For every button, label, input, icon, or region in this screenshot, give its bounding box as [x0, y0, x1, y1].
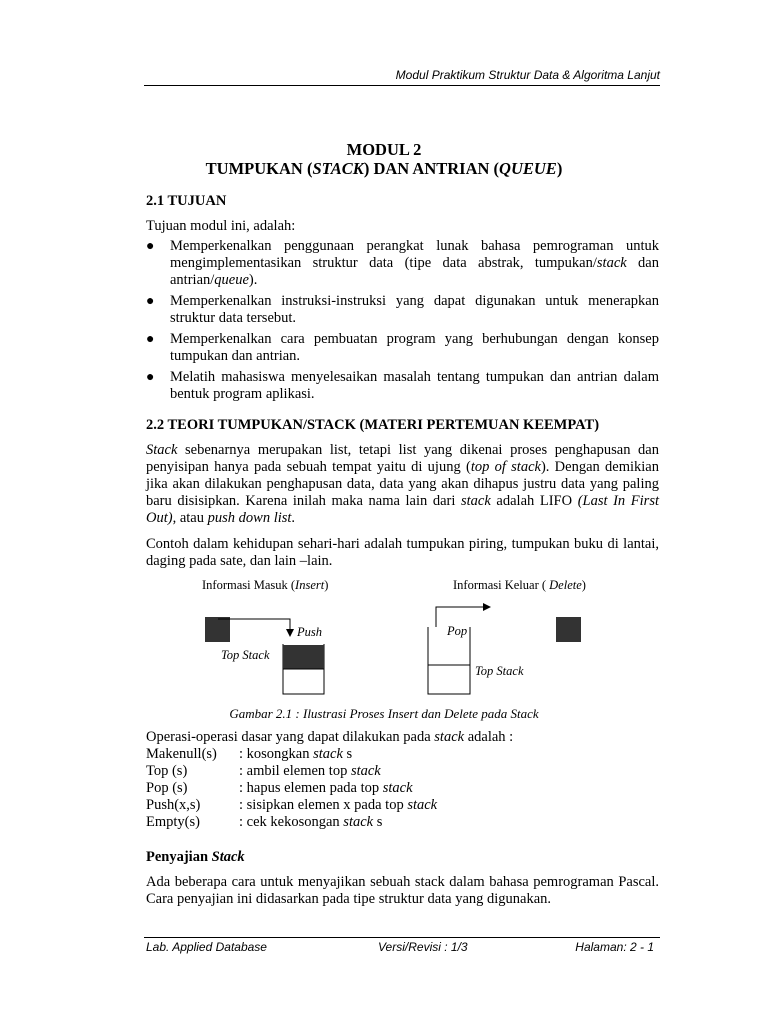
text-run: adalah LIFO	[490, 493, 578, 509]
delete-diagram-title	[453, 578, 586, 592]
penyajian-paragraph: Ada beberapa cara untuk menyajikan sebuah stack dalam bahasa pemrograman Pascal. Cara penyajian ini didasarkan pada tipe struktur data yang digunakan.	[146, 874, 659, 907]
text-run: s	[342, 746, 353, 762]
text-run: stack	[461, 493, 491, 509]
operation-row	[146, 763, 187, 780]
operation-row	[146, 814, 200, 831]
title-part: TUMPUKAN (	[205, 159, 313, 178]
bullet-text: Memperkenalkan cara pembuatan program yang berhubungan dengan konsep tumpukan dan antrian.	[170, 331, 659, 364]
text-run: dan antrian/	[170, 255, 659, 288]
teori-paragraph-2: Contoh dalam kehidupan sehari-hari adalah tumpukan piring, tumpukan buku di lantai, daging pada sate, dan lain –lain.	[146, 536, 659, 569]
text-run: ).	[248, 272, 258, 288]
footer-page-number: Halaman: 2 - 1	[575, 940, 654, 954]
text-run: queue	[214, 272, 249, 288]
operation-name: Makenull(s)	[146, 746, 217, 762]
text-run: Stack	[211, 849, 245, 865]
title-part: STACK	[312, 159, 364, 178]
push-label: Push	[297, 625, 322, 639]
teori-paragraph-1	[146, 442, 659, 527]
text-run: Operasi-operasi dasar yang dapat dilakukan pada	[146, 729, 435, 745]
bullet-icon: ●	[146, 332, 155, 347]
text-run: stack	[350, 763, 381, 779]
text-run: stack	[382, 780, 413, 796]
text-run: stack	[407, 797, 438, 813]
operation-row	[146, 797, 200, 814]
footer-version: Versi/Revisi : 1/3	[378, 940, 468, 954]
operation-desc	[239, 797, 437, 814]
running-header: Modul Praktikum Struktur Data & Algoritma Lanjut	[395, 68, 660, 82]
bullet-item	[146, 369, 659, 403]
section-heading-teori: 2.2 TEORI TUMPUKAN/STACK (MATERI PERTEMUAN KEEMPAT)	[146, 417, 600, 433]
text-run: stack	[596, 255, 627, 271]
operation-desc	[239, 746, 352, 763]
text-run: push down list	[207, 510, 292, 526]
text-run: stack	[343, 814, 374, 830]
bullet-item	[146, 293, 659, 327]
text-run: (Last In First Out)	[146, 493, 659, 526]
section-heading-tujuan: 2.1 TUJUAN	[146, 193, 227, 209]
text-run: , atau	[172, 510, 208, 526]
bullet-icon: ●	[146, 370, 155, 385]
operation-name: Top (s)	[146, 763, 188, 779]
pop-label: Pop	[447, 624, 468, 638]
title-part: ) DAN ANTRIAN (	[363, 159, 500, 178]
footer-rule	[144, 937, 660, 938]
text-run: )	[324, 578, 329, 592]
title-part: )	[556, 159, 563, 178]
operation-name: Push(x,s)	[146, 797, 201, 813]
footer-lab-name: Lab. Applied Database	[146, 940, 267, 954]
insert-diagram-title	[202, 578, 328, 592]
text-run: Delete	[549, 578, 582, 592]
operation-name: Pop (s)	[146, 780, 188, 796]
text-run: Penyajian	[146, 849, 212, 865]
top-stack-label-right: Top Stack	[475, 664, 524, 678]
text-run: Memperkenalkan penggunaan perangkat lunak bahasa pemrograman untuk mengimplementasikan struktur data (tipe data abstrak, tumpukan/	[170, 238, 659, 271]
text-run: top of stack	[470, 459, 541, 475]
operation-desc	[239, 763, 381, 780]
bullet-text: Memperkenalkan instruksi-instruksi yang dapat digunakan untuk menerapkan struktur data tersebut.	[170, 293, 659, 326]
text-run: ). Dengan demikian jika akan dilakukan penghapusan data, data yang akan dihapus justru data yang paling baru disisipkan. Karena inilah maka nama lain dari	[146, 459, 659, 509]
bullet-text: Melatih mahasiswa menyelesaikan masalah tentang tumpukan dan antrian dalam bentuk program aplikasi.	[170, 369, 659, 402]
bullet-icon: ●	[146, 239, 155, 254]
operation-row	[146, 746, 217, 763]
removed-element	[556, 617, 581, 642]
text-run: : ambil elemen top	[239, 763, 351, 779]
bullet-icon: ●	[146, 294, 155, 309]
text-run: Stack	[146, 442, 178, 458]
text-run: : kosongkan	[239, 746, 314, 762]
operations-intro	[146, 729, 659, 746]
text-run: s	[373, 814, 383, 830]
stack-illustration	[190, 572, 610, 704]
operation-desc	[239, 814, 382, 831]
text-run: stack	[434, 729, 465, 745]
tujuan-intro: Tujuan modul ini, adalah:	[146, 218, 296, 234]
top-stack-label-left: Top Stack	[221, 648, 270, 662]
text-run: Informasi Keluar (	[453, 578, 550, 592]
operation-desc	[239, 780, 413, 797]
module-title	[0, 159, 768, 179]
subsection-heading-penyajian	[146, 849, 245, 866]
pushed-element	[283, 645, 324, 669]
bullet-item	[146, 331, 659, 365]
text-run: sebenarnya merupakan list, tetapi list yang dikenai proses penghapusan dan penyisipan hanya pada sebuah tempat yaitu di ujung (	[146, 442, 659, 475]
text-run: )	[581, 578, 586, 592]
text-run: .	[291, 510, 296, 526]
text-run: Informasi Masuk (	[202, 578, 296, 592]
bullet-text	[170, 238, 659, 289]
incoming-element	[205, 617, 230, 642]
bullet-item	[146, 238, 659, 289]
title-part: QUEUE	[499, 159, 557, 178]
text-run: : cek kekosongan	[239, 814, 344, 830]
text-run: adalah :	[464, 729, 514, 745]
text-run: stack	[313, 746, 343, 762]
text-run: : hapus elemen pada top	[239, 780, 383, 796]
text-run: Insert	[295, 578, 325, 592]
module-number: MODUL 2	[346, 140, 422, 159]
text-run: : sisipkan elemen x pada top	[239, 797, 408, 813]
operation-name: Empty(s)	[146, 814, 200, 830]
header-rule	[144, 85, 660, 86]
figure-caption: Gambar 2.1 : Ilustrasi Proses Insert dan Delete pada Stack	[229, 706, 539, 721]
operation-row	[146, 780, 188, 797]
